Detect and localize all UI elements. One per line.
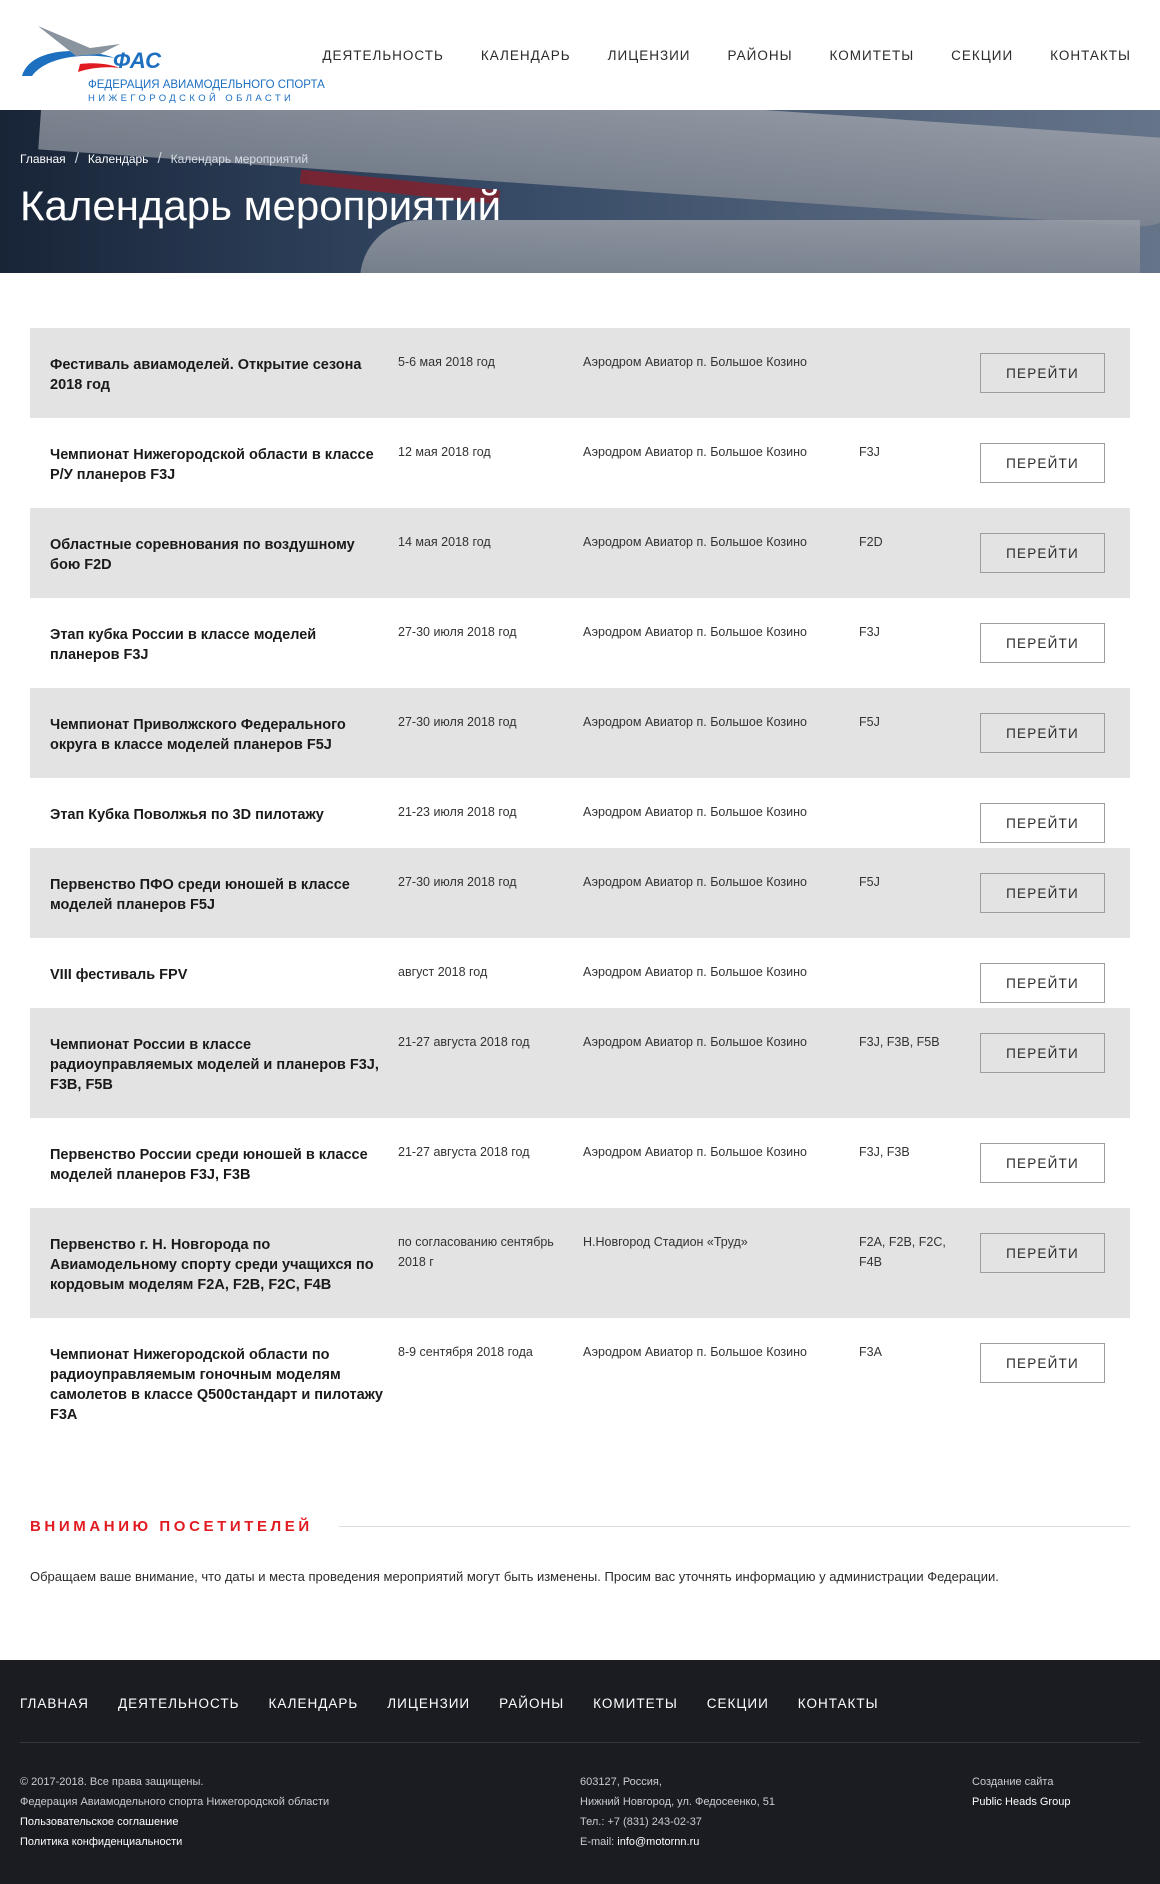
footer-nav-committees[interactable]: КОМИТЕТЫ	[593, 1696, 678, 1711]
event-go-button[interactable]: ПЕРЕЙТИ	[980, 963, 1105, 1003]
nav-item-activity[interactable]: ДЕЯТЕЛЬНОСТЬ	[322, 48, 444, 63]
site-footer	[0, 1660, 1160, 1884]
event-place: Аэродром Авиатор п. Большое Козино	[583, 1035, 807, 1049]
event-place: Аэродром Авиатор п. Большое Козино	[583, 625, 807, 639]
event-date: 8-9 сентября 2018 года	[398, 1345, 533, 1359]
event-go-button[interactable]: ПЕРЕЙТИ	[980, 1033, 1105, 1073]
footer-nav-contacts[interactable]: КОНТАКТЫ	[797, 1696, 879, 1711]
event-title: Областные соревнования по воздушному бою F2D	[50, 537, 355, 573]
footer-org-name: Федерация Авиамодельного спорта Нижегородской области	[20, 1796, 330, 1808]
event-place: Аэродром Авиатор п. Большое Козино	[583, 535, 807, 549]
event-date: 21-27 августа 2018 год	[398, 1035, 530, 1049]
event-go-button[interactable]: ПЕРЕЙТИ	[980, 713, 1105, 753]
event-row	[30, 1318, 1130, 1448]
notice-heading: ВНИМАНИЮ ПОСЕТИТЕЛЕЙ	[30, 1518, 313, 1535]
event-go-button[interactable]: ПЕРЕЙТИ	[980, 533, 1105, 573]
event-title: Первенство г. Н. Новгорода по Авиамодельному спорту среди учащихся по кордовым моделям F2A, F2B, F2C, F4B	[50, 1237, 374, 1293]
footer-privacy-link[interactable]: Политика конфиденциальности	[20, 1836, 183, 1848]
event-date: август 2018 год	[398, 965, 488, 979]
event-title: Фестиваль авиамоделей. Открытие сезона 2018 год	[50, 357, 362, 393]
event-row	[30, 688, 1130, 778]
footer-nav-licenses[interactable]: ЛИЦЕНЗИИ	[387, 1696, 471, 1711]
footer-divider	[20, 1742, 1140, 1743]
event-go-button[interactable]: ПЕРЕЙТИ	[980, 353, 1105, 393]
event-date: 5-6 мая 2018 год	[398, 355, 495, 369]
event-row	[30, 1208, 1130, 1318]
hero-banner	[0, 110, 1160, 273]
breadcrumb-separator-icon: /	[157, 150, 162, 167]
footer-credit-label: Создание сайта	[972, 1776, 1054, 1788]
event-class	[859, 802, 959, 825]
event-row	[30, 328, 1130, 418]
event-row	[30, 598, 1130, 688]
event-class	[859, 352, 959, 395]
event-title: Чемпионат России в классе радиоуправляемых моделей и планеров F3J, F3B, F5B	[50, 1037, 379, 1093]
event-date: по согласованию сентябрь 2018 г	[398, 1235, 554, 1269]
logo-abbreviation: ФАС	[113, 48, 162, 73]
nav-item-districts[interactable]: РАЙОНЫ	[727, 48, 793, 63]
event-place: Аэродром Авиатор п. Большое Козино	[583, 715, 807, 729]
event-row	[30, 418, 1130, 508]
event-date: 21-27 августа 2018 год	[398, 1145, 530, 1159]
event-row	[30, 1008, 1130, 1118]
site-header	[0, 0, 1160, 110]
footer-address-line1: 603127, Россия,	[580, 1776, 662, 1788]
event-title: Чемпионат Нижегородской области в классе Р/У планеров F3J	[50, 447, 374, 483]
breadcrumb-separator-icon: /	[74, 150, 79, 167]
event-date: 27-30 июля 2018 год	[398, 715, 517, 729]
site-logo[interactable]	[20, 10, 325, 104]
footer-nav-sections[interactable]: СЕКЦИИ	[706, 1696, 769, 1711]
event-go-button[interactable]: ПЕРЕЙТИ	[980, 1233, 1105, 1273]
nav-item-sections[interactable]: СЕКЦИИ	[951, 48, 1014, 63]
event-class: F3A	[859, 1345, 882, 1359]
footer-contacts	[580, 1772, 775, 1852]
event-class: F2D	[859, 535, 883, 549]
event-go-button[interactable]: ПЕРЕЙТИ	[980, 803, 1105, 843]
event-row	[30, 938, 1130, 1008]
event-place: Аэродром Авиатор п. Большое Козино	[583, 1145, 807, 1159]
footer-nav-home[interactable]: ГЛАВНАЯ	[20, 1696, 89, 1711]
event-title: Чемпионат Приволжского Федерального округа в классе моделей планеров F5J	[50, 717, 346, 753]
event-title: Этап Кубка Поволжья по 3D пилотажу	[50, 807, 324, 823]
breadcrumb-home[interactable]: Главная	[20, 151, 66, 166]
event-go-button[interactable]: ПЕРЕЙТИ	[980, 873, 1105, 913]
event-class: F3J	[859, 445, 880, 459]
footer-legal	[20, 1772, 329, 1852]
event-date: 27-30 июля 2018 год	[398, 625, 517, 639]
breadcrumb	[20, 150, 308, 167]
footer-copyright: © 2017-2018. Все права защищены.	[20, 1776, 204, 1788]
event-place: Аэродром Авиатор п. Большое Козино	[583, 875, 807, 889]
footer-nav-activity[interactable]: ДЕЯТЕЛЬНОСТЬ	[117, 1696, 240, 1711]
event-go-button[interactable]: ПЕРЕЙТИ	[980, 623, 1105, 663]
event-place: Аэродром Авиатор п. Большое Козино	[583, 355, 807, 369]
breadcrumb-calendar[interactable]: Календарь	[87, 151, 149, 166]
event-title: VIII фестиваль FPV	[50, 967, 188, 983]
event-place: Аэродром Авиатор п. Большое Козино	[583, 805, 807, 819]
event-place: Аэродром Авиатор п. Большое Козино	[583, 1345, 807, 1359]
event-go-button[interactable]: ПЕРЕЙТИ	[980, 1343, 1105, 1383]
nav-item-calendar[interactable]: КАЛЕНДАРЬ	[480, 48, 571, 63]
event-place: Н.Новгород Стадион «Труд»	[583, 1235, 748, 1249]
footer-nav-districts[interactable]: РАЙОНЫ	[499, 1696, 565, 1711]
footer-credit-link[interactable]: Public Heads Group	[972, 1796, 1071, 1808]
event-date: 21-23 июля 2018 год	[398, 805, 517, 819]
event-title: Первенство ПФО среди юношей в классе моделей планеров F5J	[50, 877, 350, 913]
event-class: F3J	[859, 625, 880, 639]
footer-phone: Тел.: +7 (831) 243-02-37	[580, 1816, 702, 1828]
breadcrumb-current: Календарь мероприятий	[170, 151, 309, 166]
footer-nav-calendar[interactable]: КАЛЕНДАРЬ	[268, 1696, 359, 1711]
nav-item-licenses[interactable]: ЛИЦЕНЗИИ	[607, 48, 691, 63]
logo-region-name: НИЖЕГОРОДСКОЙ ОБЛАСТИ	[88, 93, 295, 104]
event-date: 27-30 июля 2018 год	[398, 875, 517, 889]
event-date: 12 мая 2018 год	[398, 445, 491, 459]
event-class: F5J	[859, 875, 880, 889]
footer-agreement-link[interactable]: Пользовательское соглашение	[20, 1816, 179, 1828]
event-title: Первенство России среди юношей в классе моделей планеров F3J, F3B	[50, 1147, 368, 1183]
main-nav	[285, 48, 1131, 63]
event-class: F5J	[859, 715, 880, 729]
event-place: Аэродром Авиатор п. Большое Козино	[583, 445, 807, 459]
event-class	[859, 962, 959, 985]
event-class: F3J, F3B	[859, 1145, 910, 1159]
notice-divider	[339, 1526, 1130, 1527]
footer-nav	[20, 1696, 908, 1711]
event-row	[30, 848, 1130, 938]
event-class: F2A, F2B, F2C, F4B	[859, 1235, 946, 1269]
event-go-button[interactable]: ПЕРЕЙТИ	[980, 1143, 1105, 1183]
footer-address-line2: Нижний Новгород, ул. Федосеенко, 51	[580, 1796, 775, 1808]
logo-org-name: ФЕДЕРАЦИЯ АВИАМОДЕЛЬНОГО СПОРТА	[88, 79, 325, 91]
events-list	[30, 328, 1130, 1448]
notice-header	[30, 1518, 1130, 1535]
footer-email-label: E-mail:	[580, 1836, 618, 1848]
event-title: Чемпионат Нижегородской области по радиоуправляемым гоночным моделям самолетов в классе Q500стандарт и пилотажу F3A	[50, 1347, 383, 1423]
event-row	[30, 778, 1130, 848]
footer-credit	[972, 1772, 1070, 1812]
event-title: Этап кубка России в классе моделей планеров F3J	[50, 627, 317, 663]
nav-item-contacts[interactable]: КОНТАКТЫ	[1050, 48, 1131, 63]
event-class: F3J, F3B, F5B	[859, 1035, 940, 1049]
footer-email-link[interactable]: info@motornn.ru	[617, 1836, 700, 1848]
event-place: Аэродром Авиатор п. Большое Козино	[583, 965, 807, 979]
event-go-button[interactable]: ПЕРЕЙТИ	[980, 443, 1105, 483]
event-row	[30, 508, 1130, 598]
event-date: 14 мая 2018 год	[398, 535, 491, 549]
event-row	[30, 1118, 1130, 1208]
nav-item-committees[interactable]: КОМИТЕТЫ	[829, 48, 915, 63]
page-title: Календарь мероприятий	[20, 182, 502, 229]
notice-text: Обращаем ваше внимание, что даты и места проведения мероприятий могут быть изменены. Просим вас уточнять информацию у администрации Федерации.	[30, 1569, 999, 1584]
